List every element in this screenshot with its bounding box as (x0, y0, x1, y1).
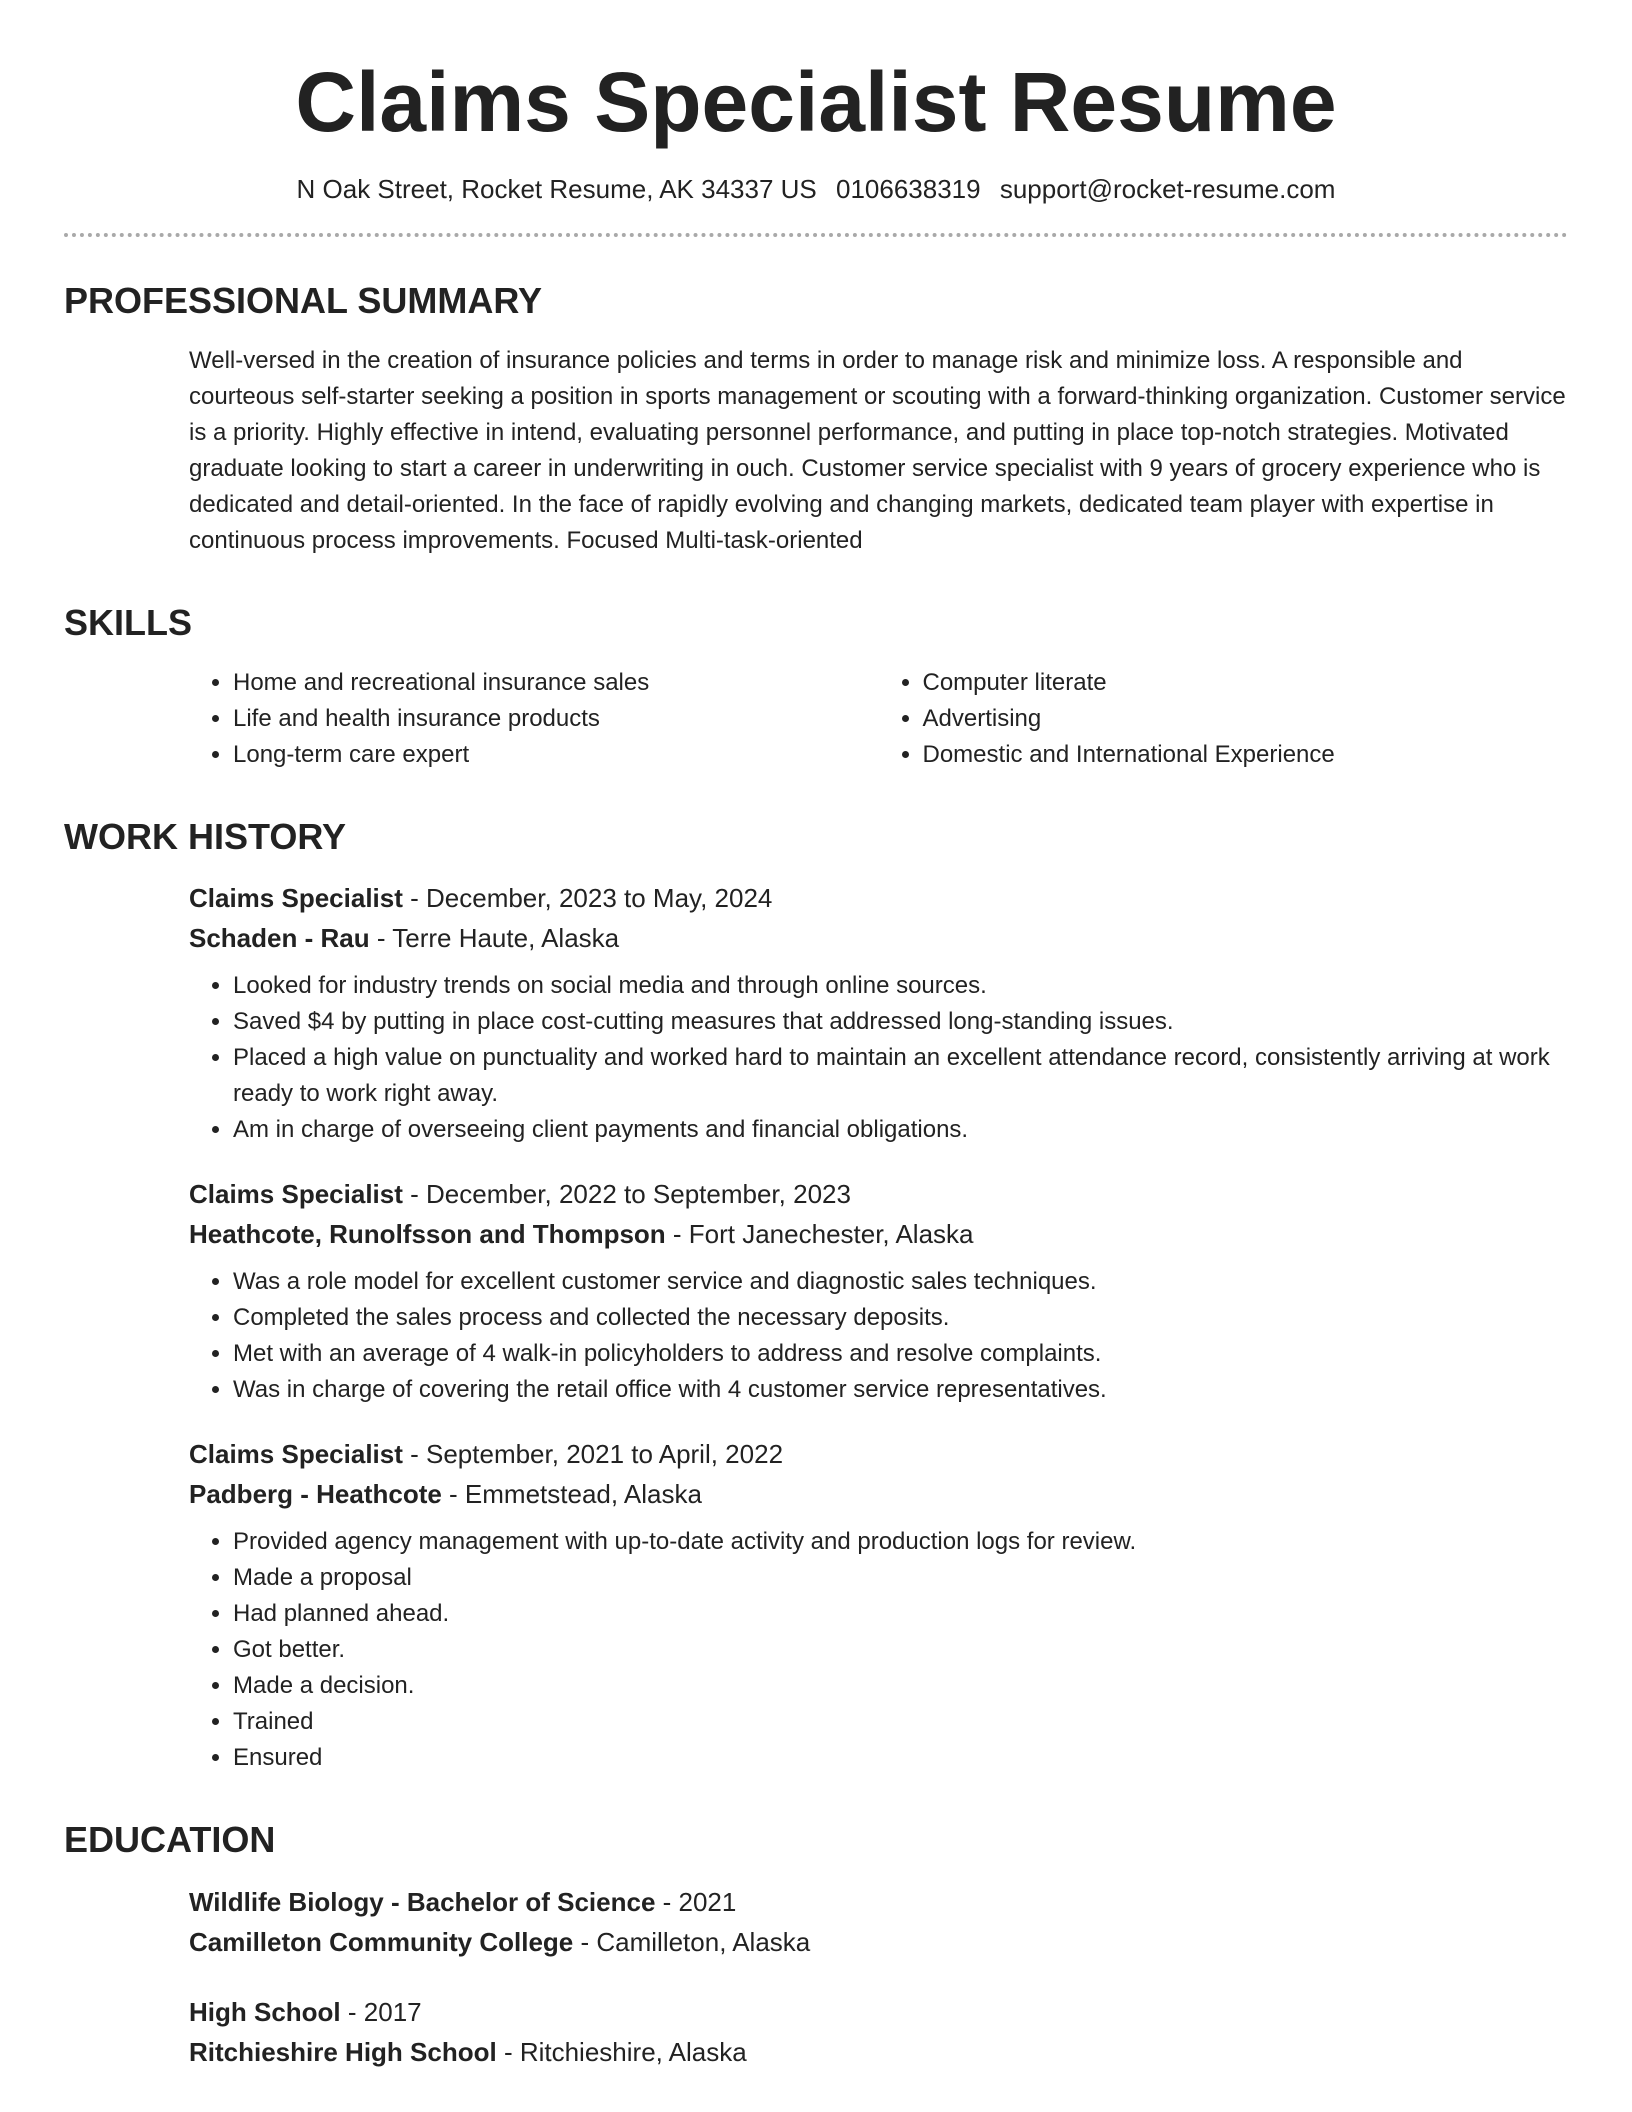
education-degree-line (189, 1882, 1568, 1922)
skill-item: • Advertising (923, 701, 1569, 737)
skill-item: • Long-term care expert (233, 737, 879, 773)
skills-column-right (879, 665, 1569, 773)
education-school-line (189, 1922, 1568, 1962)
job-bullet: • Made a decision. (233, 1668, 1568, 1704)
job-title-line (189, 878, 1568, 918)
job-location: - Fort Janechester, Alaska (665, 1219, 974, 1250)
resume-title: Claims Specialist Resume (295, 55, 1337, 149)
work-history-heading: WORK HISTORY (64, 815, 347, 857)
skill-item: • Domestic and International Experience (923, 737, 1569, 773)
education-location: - Ritchieshire, Alaska (496, 2036, 747, 2067)
job-location: - Terre Haute, Alaska (369, 923, 620, 954)
education-year: - 2021 (655, 1886, 737, 1917)
contact-email: support@rocket-resume.com (999, 174, 1336, 205)
job-entry (189, 1434, 1568, 1776)
job-bullet: • Was in charge of covering the retail office with 4 customer service representatives. (233, 1372, 1568, 1408)
education-degree: High School (189, 1996, 341, 2027)
job-bullet: • Am in charge of overseeing client payments and financial obligations. (233, 1112, 1568, 1148)
job-location: - Emmetstead, Alaska (441, 1479, 702, 1510)
job-bullet: • Ensured (233, 1740, 1568, 1776)
work-history-list (189, 878, 1568, 1776)
job-company-line (189, 1474, 1568, 1514)
job-bullet: • Completed the sales process and collected the necessary deposits. (233, 1300, 1568, 1336)
job-company-line (189, 1214, 1568, 1254)
job-role: Claims Specialist (189, 1439, 403, 1470)
job-role: Claims Specialist (189, 883, 403, 914)
skill-item: • Computer literate (923, 665, 1569, 701)
job-title-line (189, 1434, 1568, 1474)
job-entry (189, 878, 1568, 1148)
job-company-line (189, 918, 1568, 958)
education-school: Camilleton Community College (189, 1926, 574, 1957)
education-school-line (189, 2032, 1568, 2072)
job-dates: - September, 2021 to April, 2022 (402, 1439, 784, 1470)
job-company: Heathcote, Runolfsson and Thompson (189, 1219, 666, 1250)
summary-text: Well-versed in the creation of insurance policies and terms in order to manage risk and minimize loss. A responsible and courteous self-starter seeking a position in sports management or scouting with a forward-thinking organization. Customer service is a priority. Highly effective in intend, evaluating personnel performance, and putting in place top-notch strategies. Motivated graduate looking to start a career in underwriting in ouch. Customer service specialist with 9 years of grocery experience who is dedicated and detail-oriented. In the face of rapidly evolving and changing markets, dedicated team player with expertise in continuous process improvements. Focused Multi-task-oriented (189, 346, 1566, 554)
job-bullets (189, 1264, 1568, 1408)
education-year: - 2017 (340, 1996, 422, 2027)
contact-line (64, 174, 1568, 205)
skills-heading: SKILLS (64, 601, 193, 643)
education-location: - Camilleton, Alaska (573, 1926, 811, 1957)
education-degree-line (189, 1992, 1568, 2032)
resume-header (64, 0, 1568, 205)
job-bullet: • Looked for industry trends on social media and through online sources. (233, 968, 1568, 1004)
job-bullet: • Had planned ahead. (233, 1596, 1568, 1632)
job-bullet: • Saved $4 by putting in place cost-cutting measures that addressed long-standing issues. (233, 1004, 1568, 1040)
education-list (189, 1882, 1568, 2072)
skill-item: • Life and health insurance products (233, 701, 879, 737)
education-entry (189, 1992, 1568, 2072)
contact-address: N Oak Street, Rocket Resume, AK 34337 US (296, 174, 817, 205)
summary-heading: PROFESSIONAL SUMMARY (64, 280, 543, 322)
education-entry (189, 1882, 1568, 1962)
job-dates: - December, 2022 to September, 2023 (402, 1179, 851, 1210)
education-heading: EDUCATION (64, 1819, 276, 1861)
job-bullet: • Trained (233, 1704, 1568, 1740)
job-bullet: • Was a role model for excellent customer service and diagnostic sales techniques. (233, 1264, 1568, 1300)
skills-list (189, 665, 1568, 773)
contact-phone: 0106638319 (836, 174, 981, 205)
job-bullet: • Placed a high value on punctuality and worked hard to maintain an excellent attendance record, consistently arriving at work ready to work right away. (233, 1040, 1568, 1112)
job-title-line (189, 1174, 1568, 1214)
job-entry (189, 1174, 1568, 1408)
skill-item: • Home and recreational insurance sales (233, 665, 879, 701)
skills-column-left (189, 665, 879, 773)
job-company: Padberg - Heathcote (189, 1479, 442, 1510)
job-bullet: • Provided agency management with up-to-date activity and production logs for review. (233, 1524, 1568, 1560)
job-bullets (189, 1524, 1568, 1776)
job-bullet: • Made a proposal (233, 1560, 1568, 1596)
job-bullets (189, 968, 1568, 1148)
header-divider (64, 233, 1568, 237)
job-role: Claims Specialist (189, 1179, 403, 1210)
job-bullet: • Got better. (233, 1632, 1568, 1668)
education-degree: Wildlife Biology - Bachelor of Science (189, 1886, 656, 1917)
job-bullet: • Met with an average of 4 walk-in policyholders to address and resolve complaints. (233, 1336, 1568, 1372)
job-dates: - December, 2023 to May, 2024 (402, 883, 773, 914)
education-school: Ritchieshire High School (189, 2036, 497, 2067)
job-company: Schaden - Rau (189, 923, 370, 954)
